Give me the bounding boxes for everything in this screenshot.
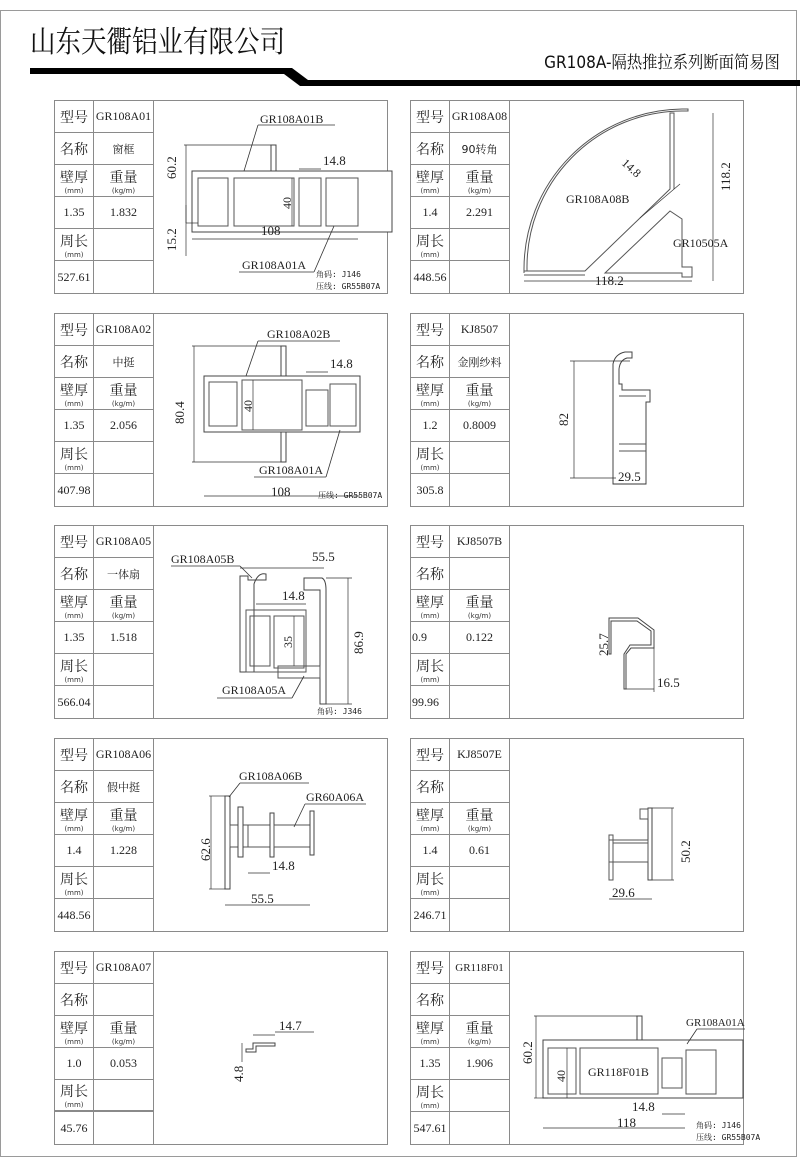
dim-height: 62.6 <box>198 838 213 861</box>
weight-value: 2.291 <box>466 205 493 219</box>
weight-unit: (kg/m) <box>467 186 492 195</box>
profile-info-table <box>55 526 154 718</box>
weight-label: 重量 <box>465 594 494 611</box>
profile-card <box>410 525 744 719</box>
profile-card <box>410 951 761 1145</box>
dim-width: 55.5 <box>312 549 335 564</box>
name-label: 名称 <box>60 779 88 796</box>
profile-drawing <box>510 101 743 293</box>
weight-unit: (kg/m) <box>111 399 136 408</box>
model-value: GR108A05 <box>95 534 152 548</box>
callout-b: GR118F01B <box>588 1065 649 1079</box>
perimeter-unit: (mm) <box>420 1101 440 1110</box>
dim-break: 14.8 <box>330 356 353 371</box>
perimeter-value: 566.04 <box>57 695 91 709</box>
model-value: KJ8507B <box>456 534 503 548</box>
weight-value: 1.228 <box>110 843 137 857</box>
weight-value: 0.053 <box>110 1056 137 1070</box>
wall-label: 壁厚 <box>416 382 444 399</box>
perimeter-unit: (mm) <box>420 463 440 472</box>
weight-value: 1.906 <box>466 1056 493 1070</box>
model-value: GR118F01 <box>455 961 504 974</box>
section-drawing-gr108a07 <box>154 952 389 1146</box>
note-bead: 压线: GR55B07A <box>316 282 381 291</box>
perimeter-value: 246.71 <box>413 908 447 922</box>
profile-drawing <box>510 952 761 1144</box>
dim-height: 50.2 <box>678 840 693 863</box>
dim-height: 25.7 <box>596 633 611 656</box>
weight-unit: (kg/m) <box>467 399 492 408</box>
wall-value: 1.35 <box>63 630 85 644</box>
name-label: 名称 <box>416 566 444 583</box>
profile-drawing <box>154 526 387 718</box>
weight-value: 0.61 <box>469 843 490 857</box>
model-value: GR108A07 <box>95 960 152 974</box>
perimeter-label: 周长 <box>416 1084 444 1101</box>
name-label: 名称 <box>60 141 88 158</box>
wall-unit: (mm) <box>420 399 440 408</box>
perimeter-value: 527.61 <box>57 270 91 284</box>
dim-inner: 40 <box>554 1070 568 1082</box>
model-value: GR108A08 <box>451 109 508 123</box>
profile-info-table <box>411 101 510 293</box>
wall-value: 1.35 <box>419 1056 441 1070</box>
note-corner-key: 角码: J146 <box>696 1121 741 1130</box>
weight-label: 重量 <box>465 1020 494 1037</box>
perimeter-unit: (mm) <box>64 463 84 472</box>
perimeter-value: 547.61 <box>413 1121 447 1135</box>
wall-unit: (mm) <box>64 1037 84 1046</box>
perimeter-value: 45.76 <box>60 1121 88 1135</box>
perimeter-unit: (mm) <box>64 1101 84 1109</box>
weight-label: 重量 <box>465 169 494 186</box>
wall-label: 壁厚 <box>60 169 88 186</box>
profile-card <box>54 951 388 1145</box>
section-drawing-gr118f01 <box>510 952 761 1146</box>
weight-unit: (kg/m) <box>111 611 136 620</box>
model-label: 型号 <box>416 322 444 339</box>
perimeter-label: 周长 <box>416 233 444 250</box>
callout-b: GR108A06B <box>239 769 303 783</box>
name-label: 名称 <box>416 354 444 371</box>
perimeter-unit: (mm) <box>64 675 84 684</box>
weight-unit: (kg/m) <box>467 824 492 833</box>
section-drawing-gr108a06 <box>154 739 389 933</box>
profile-card <box>54 100 388 294</box>
profile-card <box>410 313 744 507</box>
profile-info-table <box>55 739 154 931</box>
dim-break: 14.8 <box>282 588 305 603</box>
weight-value: 1.518 <box>110 630 137 644</box>
dim-height: 60.2 <box>520 1041 535 1064</box>
wall-value: 1.4 <box>422 205 438 219</box>
section-drawing-kj8507e <box>510 739 745 933</box>
weight-label: 重量 <box>465 382 494 399</box>
perimeter-unit: (mm) <box>420 250 440 259</box>
profile-card <box>54 525 388 719</box>
header-rule-left <box>30 68 292 74</box>
name-value: 金刚纱料 <box>457 355 502 369</box>
wall-unit: (mm) <box>420 611 440 620</box>
callout-a: GR108A01A <box>242 258 307 272</box>
weight-value: 0.8009 <box>463 418 496 432</box>
wall-unit: (mm) <box>420 1037 440 1046</box>
profile-info-table <box>55 314 154 506</box>
profile-card <box>410 100 744 294</box>
wall-value: 1.0 <box>66 1056 82 1070</box>
wall-label: 壁厚 <box>416 594 444 611</box>
section-drawing-gr108a02 <box>154 314 389 508</box>
note-corner-key: 角码: J146 <box>316 270 361 279</box>
dim-width: 118.2 <box>595 273 624 288</box>
perimeter-unit: (mm) <box>64 250 84 259</box>
perimeter-value: 305.8 <box>416 483 444 497</box>
dim-inner: 40 <box>280 197 294 209</box>
profile-drawing <box>510 739 743 931</box>
model-label: 型号 <box>60 109 88 126</box>
callout-a: GR108A01A <box>259 463 324 477</box>
name-label: 名称 <box>416 779 444 796</box>
perimeter-unit: (mm) <box>420 675 440 684</box>
dim-width: 29.6 <box>612 885 635 900</box>
company-name: 山东天衢铝业有限公司 <box>30 25 285 60</box>
perimeter-label: 周长 <box>416 658 444 675</box>
perimeter-label: 周长 <box>60 1084 88 1100</box>
wall-label: 壁厚 <box>60 594 88 611</box>
callout-b: GR108A05B <box>171 552 235 566</box>
weight-value: 0.122 <box>466 630 493 644</box>
wall-value: 1.2 <box>422 418 438 432</box>
callout-b: GR108A02B <box>267 327 331 341</box>
perimeter-value: 448.56 <box>57 908 91 922</box>
perimeter-label: 周长 <box>60 446 88 463</box>
profile-card <box>54 313 388 507</box>
profile-info-table <box>55 101 154 293</box>
profile-drawing <box>510 314 743 506</box>
name-label: 名称 <box>416 141 444 158</box>
wall-value: 1.4 <box>422 843 438 857</box>
wall-label: 壁厚 <box>60 382 88 399</box>
weight-unit: (kg/m) <box>111 824 136 833</box>
model-value: KJ8507E <box>457 747 502 761</box>
profile-drawing <box>154 101 387 293</box>
name-value: 90转角 <box>461 142 498 156</box>
note-bead: 压线: GR55B07A <box>318 491 383 500</box>
perimeter-value: 448.56 <box>413 270 447 284</box>
dim-height: 118.2 <box>718 162 733 191</box>
model-value: KJ8507 <box>460 322 499 336</box>
model-value: GR108A01 <box>95 109 152 123</box>
weight-value: 1.832 <box>110 205 137 219</box>
perimeter-label: 周长 <box>60 871 88 888</box>
weight-label: 重量 <box>109 594 138 611</box>
profile-drawing <box>510 526 743 718</box>
dim-height: 82 <box>556 413 571 426</box>
model-label: 型号 <box>416 534 444 551</box>
dim-height: 4.8 <box>231 1065 246 1082</box>
dim-break: 14.8 <box>632 1099 655 1114</box>
dim-inner: 40 <box>241 400 255 412</box>
dim-width: 55.5 <box>251 891 274 906</box>
name-value: 中挺 <box>112 355 135 369</box>
section-drawing-kj8507b <box>510 526 745 720</box>
dim-width: 108 <box>261 223 281 238</box>
dim-width: 118 <box>617 1115 637 1130</box>
weight-unit: (kg/m) <box>111 1037 136 1046</box>
profile-info-table <box>55 952 154 1144</box>
dim-break: 14.8 <box>272 858 295 873</box>
weight-value: 2.056 <box>110 418 137 432</box>
weight-unit: (kg/m) <box>111 186 136 195</box>
header-rule-right <box>300 80 800 86</box>
callout-b: GR108A01B <box>260 112 324 126</box>
weight-label: 重量 <box>109 807 138 824</box>
note-corner-key: 角码: J346 <box>317 707 362 716</box>
wall-value: 0.9 <box>412 630 427 644</box>
note-bead: 压线: GR55B07A <box>696 1133 761 1142</box>
callout-a: GR60A06A <box>306 790 365 804</box>
dim-width: 29.5 <box>618 469 641 484</box>
model-label: 型号 <box>60 960 88 977</box>
wall-unit: (mm) <box>420 824 440 833</box>
wall-label: 壁厚 <box>416 169 444 186</box>
weight-unit: (kg/m) <box>467 611 492 620</box>
perimeter-unit: (mm) <box>64 888 84 897</box>
model-value: GR108A02 <box>95 322 152 336</box>
name-label: 名称 <box>60 566 88 583</box>
weight-label: 重量 <box>465 807 494 824</box>
wall-unit: (mm) <box>64 824 84 833</box>
profile-info-table <box>411 526 510 718</box>
wall-value: 1.35 <box>63 418 85 432</box>
name-label: 名称 <box>60 992 88 1009</box>
profile-drawing <box>154 952 387 1144</box>
dim-height: 80.4 <box>172 401 187 424</box>
section-drawing-gr108a05 <box>154 526 389 720</box>
wall-unit: (mm) <box>420 186 440 195</box>
weight-label: 重量 <box>109 169 138 186</box>
wall-label: 壁厚 <box>416 807 444 824</box>
perimeter-label: 周长 <box>60 658 88 675</box>
name-label: 名称 <box>416 992 444 1009</box>
name-value: 一体扇 <box>107 567 140 581</box>
dim-height: 86.9 <box>351 631 366 654</box>
perimeter-unit: (mm) <box>420 888 440 897</box>
model-label: 型号 <box>416 747 444 764</box>
model-label: 型号 <box>60 322 88 339</box>
callout-a: GR10505A <box>673 236 729 250</box>
perimeter-label: 周长 <box>60 233 88 250</box>
model-label: 型号 <box>60 534 88 551</box>
name-value: 假中挺 <box>107 780 140 794</box>
callout-b: GR108A08B <box>566 192 630 206</box>
wall-unit: (mm) <box>64 611 84 620</box>
section-drawing-kj8507 <box>510 314 745 508</box>
perimeter-value: 407.98 <box>57 483 91 497</box>
profile-info-table <box>411 739 510 931</box>
dim-width: 108 <box>271 484 291 499</box>
callout-a: GR108A05A <box>222 683 287 697</box>
wall-label: 壁厚 <box>416 1020 444 1037</box>
name-label: 名称 <box>60 354 88 371</box>
profile-drawing <box>154 314 387 506</box>
profile-card <box>54 738 388 932</box>
dim-thermal-break: 14.8 <box>618 155 644 181</box>
dim-offset: 15.2 <box>164 228 179 251</box>
dim-break: 14.8 <box>323 153 346 168</box>
wall-label: 壁厚 <box>60 1020 88 1037</box>
dim-width: 14.7 <box>279 1018 302 1033</box>
weight-label: 重量 <box>109 1020 138 1037</box>
wall-label: 壁厚 <box>60 807 88 824</box>
profile-info-table <box>411 952 510 1144</box>
callout-a: GR108A01A <box>686 1017 745 1029</box>
model-label: 型号 <box>416 960 444 977</box>
profile-card <box>410 738 744 932</box>
wall-unit: (mm) <box>64 186 84 195</box>
weight-unit: (kg/m) <box>467 1037 492 1046</box>
model-label: 型号 <box>60 747 88 764</box>
wall-value: 1.35 <box>63 205 85 219</box>
name-value: 窗框 <box>112 142 135 156</box>
dim-height: 60.2 <box>164 156 179 179</box>
model-label: 型号 <box>416 109 444 126</box>
profile-info-table <box>411 314 510 506</box>
perimeter-label: 周长 <box>416 446 444 463</box>
profile-drawing <box>154 739 387 931</box>
document-title: GR108A-隔热推拉系列断面简易图 <box>544 53 780 73</box>
dim-inner: 35 <box>281 636 295 648</box>
section-drawing-gr108a01 <box>154 101 389 295</box>
perimeter-value: 99.96 <box>412 695 439 709</box>
dim-width: 16.5 <box>657 675 680 690</box>
wall-unit: (mm) <box>64 399 84 408</box>
weight-label: 重量 <box>109 382 138 399</box>
wall-value: 1.4 <box>66 843 82 857</box>
section-drawing-gr108a08 <box>510 101 745 295</box>
model-value: GR108A06 <box>95 747 152 761</box>
perimeter-label: 周长 <box>416 871 444 888</box>
